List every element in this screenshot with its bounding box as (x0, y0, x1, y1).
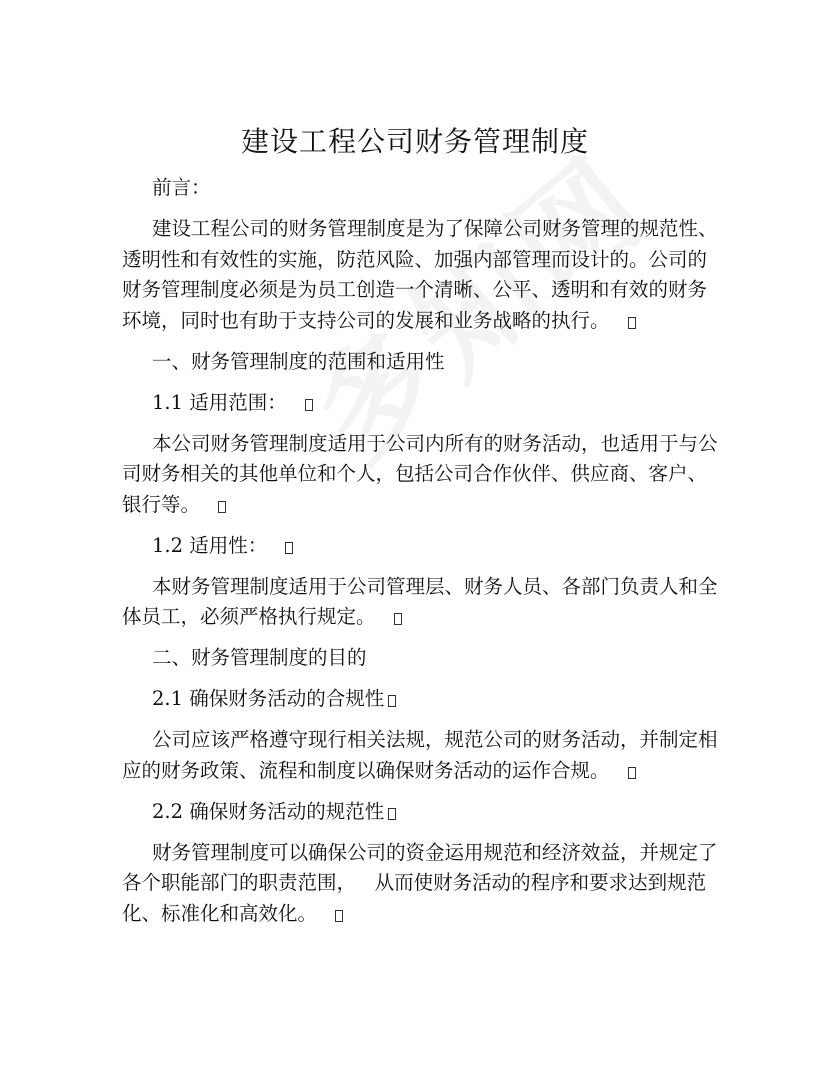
paragraph-mark-icon (628, 767, 636, 779)
subsection-heading-2-2: 2.2 确保财务活动的规范性 (122, 797, 722, 828)
paragraph-mark-icon (388, 808, 396, 820)
paragraph-mark-icon (335, 910, 343, 922)
section-heading-2: 二、财务管理制度的目的 (152, 646, 367, 669)
paragraph-2-1: 公司应该严格遵守现行相关法规，规范公司的财务活动，并制定相应的财务政策、流程和制度以确保财务活动的运作合规。 (122, 728, 718, 782)
paragraph-mark-icon (305, 399, 313, 411)
preface-label: 前言： (152, 176, 211, 199)
paragraph-1-2: 本财务管理制度适用于公司管理层、财务人员、各部门负责人和全体员工，必须严格执行规定。 (122, 574, 718, 628)
subsection-heading-2-1: 2.1 确保财务活动的合规性 (122, 684, 722, 715)
paragraph-1-1: 本公司财务管理制度适用于公司内所有的财务活动，也适用于与公司财务相关的其他单位和个人，包括公司合作伙伴、供应商、客户、银行等。 (122, 431, 718, 516)
paragraph-mark-icon (628, 317, 636, 329)
subsection-heading-1-2: 1.2 适用性： (122, 531, 722, 562)
paragraph-2-2: 财务管理制度可以确保公司的资金运用规范和经济效益，并规定了各个职能部门的职责范围， 从而使财务活动的程序和要求达到规范化、标准化和高效化。 (122, 840, 718, 925)
section-heading-1: 一、财务管理制度的范围和适用性 (152, 349, 445, 373)
subsection-heading-1-1: 1.1 适用范围： (122, 388, 722, 419)
paragraph-mark-icon (218, 501, 226, 513)
document-body (122, 173, 722, 940)
paragraph-mark-icon (394, 613, 402, 625)
preface-paragraph: 建设工程公司的财务管理制度是为了保障公司财务管理的规范性、透明性和有效性的实施，防范风险、加强内部管理而设计的。公司的财务管理制度必须是为员工创造一个清晰、公平、透明和有效的财务环境，同时也有助于支持公司的发展和业务战略的执行。 (122, 217, 718, 332)
paragraph-mark-icon (388, 695, 396, 707)
paragraph-mark-icon (285, 542, 293, 554)
document-title: 建设工程公司财务管理制度 (240, 125, 589, 158)
